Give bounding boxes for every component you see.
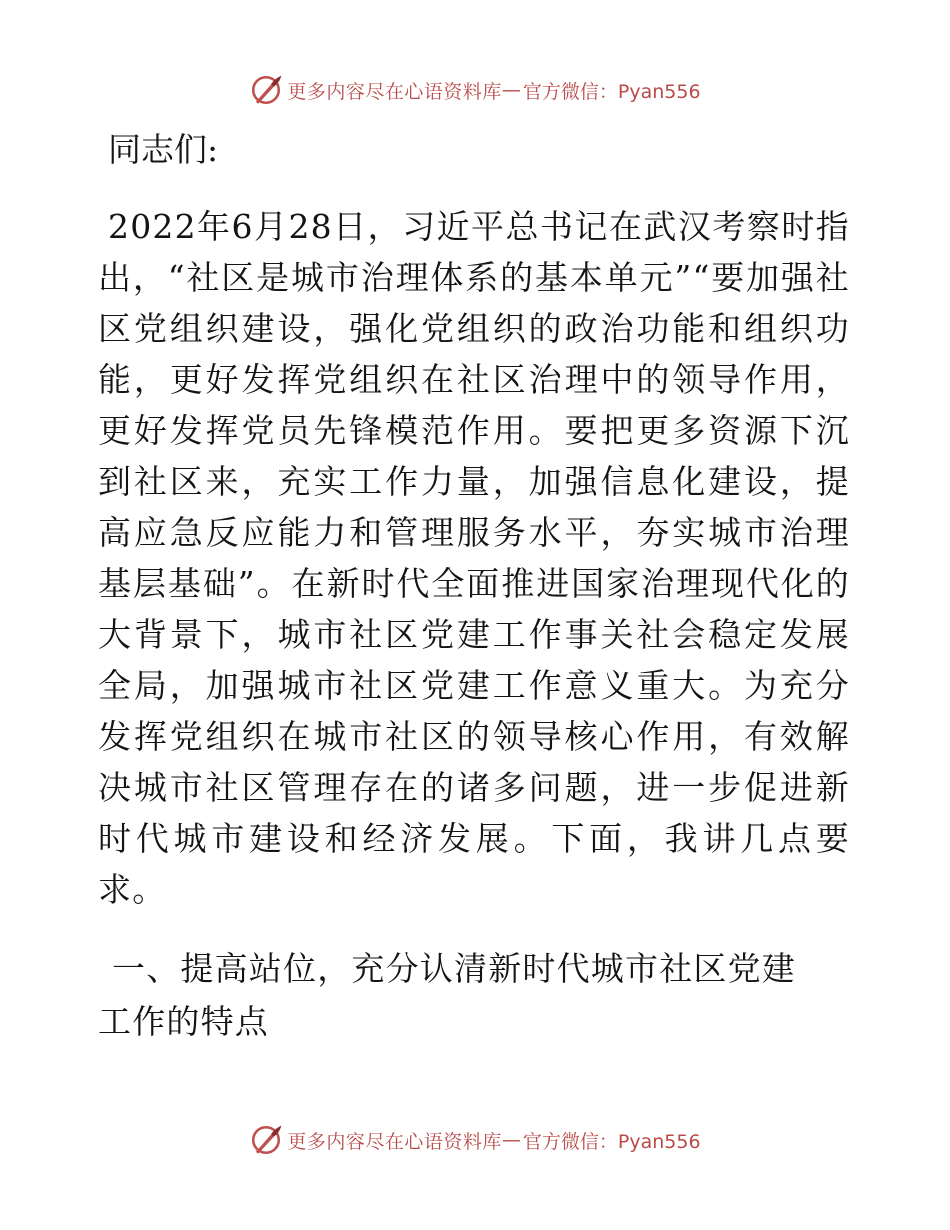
header-watermark — [0, 70, 950, 110]
watermark-wechat-text: 官方微信：Pyan556 — [522, 80, 701, 103]
paragraph-1: 2022年6月28日，习近平总书记在武汉考察时指出，“社区是城市治理体系的基本单元”“要加强社区党组织建设，强化党组织的政治功能和组织功能，更好发挥党组织在社区治理中的领导作用，更好发挥党员先锋模范作用。要把更多资源下沉到社区来，充实工作力量，加强信息化建设，提高应急反应能力和管理服务水平，夯实城市治理基层基础”。在新时代全面推进国家治理现代化的大背景下，城市社区党建工作事关社会稳定发展全局，加强城市社区党建工作意义重大。为充分发挥党组织在城市社区的领导核心作用，有效解决城市社区管理存在的诸多问题，进一步促进新时代城市建设和经济发展。下面，我讲几点要求。 — [98, 207, 850, 909]
watermark-dash: — — [501, 1129, 521, 1151]
watermark-dash: — — [501, 79, 521, 101]
document-body — [98, 124, 850, 1048]
watermark-library-text: 更多内容尽在心语资料库 — [287, 1130, 502, 1153]
section-1-heading: 一、提高站位，充分认清新时代城市社区党建工作的特点 — [98, 949, 796, 1041]
watermark-wechat-text: 官方微信：Pyan556 — [522, 1130, 701, 1153]
watermark-library-text: 更多内容尽在心语资料库 — [287, 80, 502, 103]
quill-pen-logo-icon — [249, 73, 283, 107]
greeting: 同志们: — [108, 130, 219, 169]
footer-watermark — [0, 1120, 950, 1160]
quill-pen-logo-icon — [249, 1123, 283, 1157]
